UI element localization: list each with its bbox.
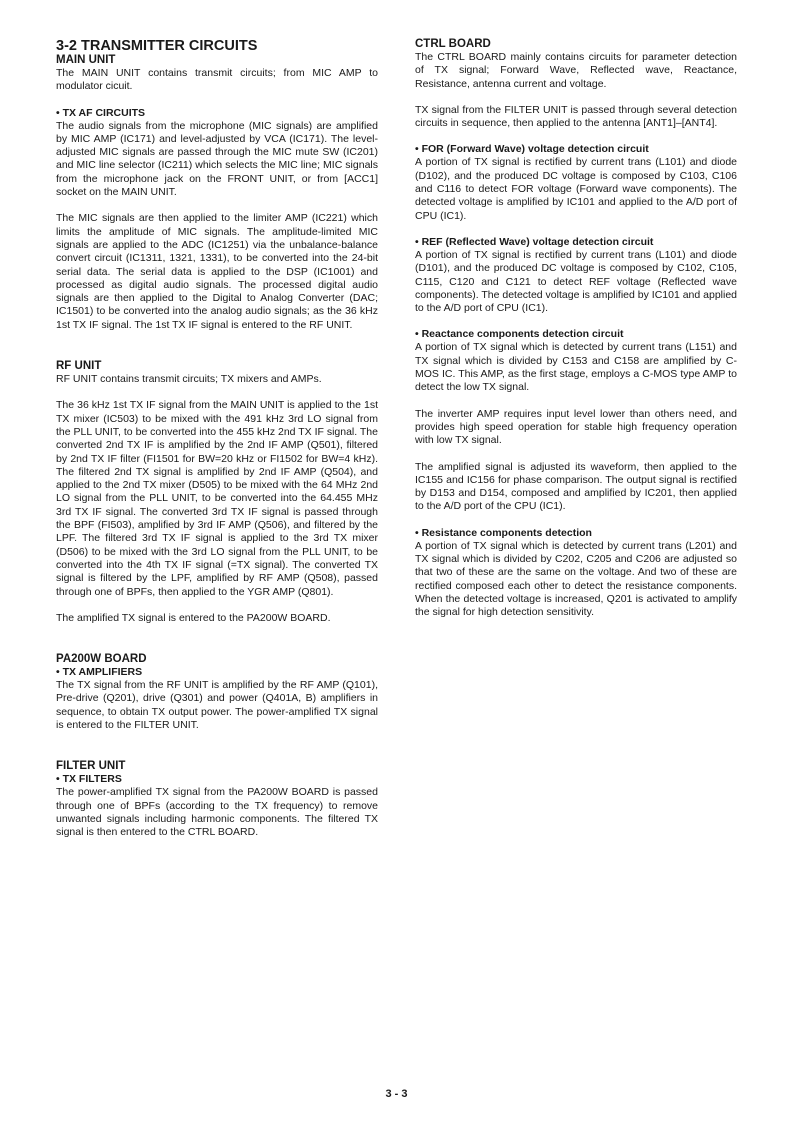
pa200w-board-heading: PA200W BOARD (56, 653, 147, 666)
rf-unit-intro: RF UNIT contains transmit circuits; TX mixers and AMPs. (56, 373, 322, 386)
rf-unit-paragraph-2: The amplified TX signal is entered to the PA200W BOARD. (56, 611, 331, 624)
reactance-paragraph-1: A portion of TX signal which is detected by current trans (L151) and TX signal which is divided by C153 and C158 are amplified by C-MOS IC. This AMP, as the first stage, employs a C-MOS type AMP to detect the low TX signal. (415, 341, 737, 394)
tx-af-circuits-heading: • TX AF CIRCUITS (56, 106, 146, 119)
ctrl-board-paragraph-1: TX signal from the FILTER UNIT is passed through several detection circuits in sequence, then applied to the antenna [ANT1]–[ANT4]. (415, 103, 737, 130)
reactance-paragraph-3: The amplified signal is adjusted its waveform, then applied to the IC155 and IC156 for phase comparison. The output signal is rectified by D153 and D154, composed and amplified by IC201, then applied to the A/D port of the CPU (IC1). (415, 460, 737, 513)
ctrl-board-intro: The CTRL BOARD mainly contains circuits for parameter detection of TX signal; Forward Wave, Reflected wave, Reactance, Resistance, antenna current and voltage. (415, 51, 737, 90)
resistance-detection-heading: • Resistance components detection (415, 526, 592, 539)
ref-detection-paragraph: A portion of TX signal is rectified by current trans (L101) and diode (D101), and the produced DC voltage is composed by C102, C105, C115, C120 and C121 to detect REF voltage (Reflected wave components). The detected voltage is amplified by IC101 and applied to the A/D port of CPU (IC1). (415, 248, 738, 315)
filter-unit-paragraph: The power-amplified TX signal from the PA200W BOARD is passed through one of BPFs (according to the TX frequency) to remove unwanted signals including harmonic components. The filtered TX signal is then entered to the CTRL BOARD. (56, 786, 378, 839)
right-column (415, 38, 737, 620)
reactance-detection-heading: • Reactance components detection circuit (415, 328, 624, 341)
reactance-paragraph-2: The inverter AMP requires input level lower than others need, and provides high speed operation for stable high frequency operation with low TX signal. (415, 407, 737, 447)
rf-unit-heading: RF UNIT (56, 360, 102, 373)
tx-af-paragraph-1: The audio signals from the microphone (MIC signals) are amplified by MIC AMP (IC171) and level-adjusted by VCA (IC171). The level-adjusted MIC signals are passed through the MIC mute SW (IC201) and MIC line selector (IC211) which selects the MIC line; MIC signals from the microphone jack on the FRONT UNIT, or from [ACC1] socket on the MAIN UNIT. (56, 119, 378, 199)
page-title: 3-2 TRANSMITTER CIRCUITS (56, 38, 258, 54)
main-unit-heading: MAIN UNIT (56, 54, 116, 66)
left-column (56, 38, 378, 839)
for-detection-heading: • FOR (Forward Wave) voltage detection circuit (415, 143, 649, 156)
resistance-paragraph: A portion of TX signal which is detected by current trans (L201) and TX signal which is divided by C202, C205 and C206 are adjusted so that two of these are the same on the voltage. And two of these are rectified composed each other to detect the resistance components. When the detected voltage is increased, Q201 is activated to amplify the signal for high detection sensitivity. (415, 539, 737, 619)
for-detection-paragraph: A portion of TX signal is rectified by current trans (L101) and diode (D102), and the produced DC voltage is composed by C103, C106 and C116 to detect FOR voltage (Forward wave components). The detected voltage is amplified by IC101 and applied to the A/D port of CPU (IC1). (415, 156, 737, 222)
rf-unit-paragraph-1: The 36 kHz 1st TX IF signal from the MAIN UNIT is applied to the 1st TX mixer (IC503) to be mixed with the 491 kHz 3rd LO signal from the PLL UNIT, to be converted into the 455 kHz 2nd TX IF signal. The converted 2nd TX IF is amplified by the 2nd IF AMP (Q501), filtered by 2nd TX IF filter (FI1501 for BW=20 kHz or FI1502 for BW=4 kHz). The filtered 2nd TX signal is amplified by 2nd IF AMP (Q504), and applied to the 2nd TX mixer (D505) to be mixed with the 64 MHz 2nd LO signal from the PLL UNIT, to be converted into the 64.455 MHz 3rd TX IF signal. The converted 3rd TX IF signal is passed through the BPF (FI503), amplified by 3rd IF AMP (Q506), and filtered by the LPF. The filtered 3rd TX IF signal is applied to the 3rd TX mixer (D506) to be mixed with the 3rd LO signal from the PLL UNIT, to be converted into the 4th TX IF signal (=TX signal). The converted TX signal is filtered by the LPF, amplified by RF AMP (Q508), passed through one of BPFs, then applied to the YGR AMP (Q801). (56, 399, 378, 598)
tx-af-paragraph-2: The MIC signals are then applied to the limiter AMP (IC221) which limits the amplitude of MIC signals. The amplitude-limited MIC signals are applied to the ADC (IC1251) via the unbalance-balance convert circuit (IC1311, 1321, 1331), to be converted into the 24-bit serial data. The serial data is applied to the DSP (IC1001) and processed as digital audio signals. The processed digital audio signals are then applied to the Digital to Analog Converter (DAC; IC1501) to be converted into the analog audio signals; as the 36 kHz 1st TX IF signal. The 1st TX IF signal is entered to the RF UNIT. (56, 212, 378, 331)
main-unit-intro: The MAIN UNIT contains transmit circuits; from MIC AMP to modulator cicuit. (56, 67, 378, 93)
ctrl-board-heading: CTRL BOARD (415, 38, 491, 50)
pa200w-paragraph: The TX signal from the RF UNIT is amplified by the RF AMP (Q101), Pre-drive (Q201), drive (Q301) and power (Q401A, B) amplifiers in sequence, to obtain TX output power. The power-amplified TX signal is entered to the FILTER UNIT. (56, 679, 378, 731)
tx-amplifiers-heading: • TX AMPLIFIERS (56, 666, 143, 679)
filter-unit-heading: FILTER UNIT (56, 760, 126, 773)
tx-filters-heading: • TX FILTERS (56, 773, 122, 786)
page-number: 3 - 3 (385, 1088, 408, 1100)
ref-detection-heading: • REF (Reflected Wave) voltage detection circuit (415, 235, 654, 248)
